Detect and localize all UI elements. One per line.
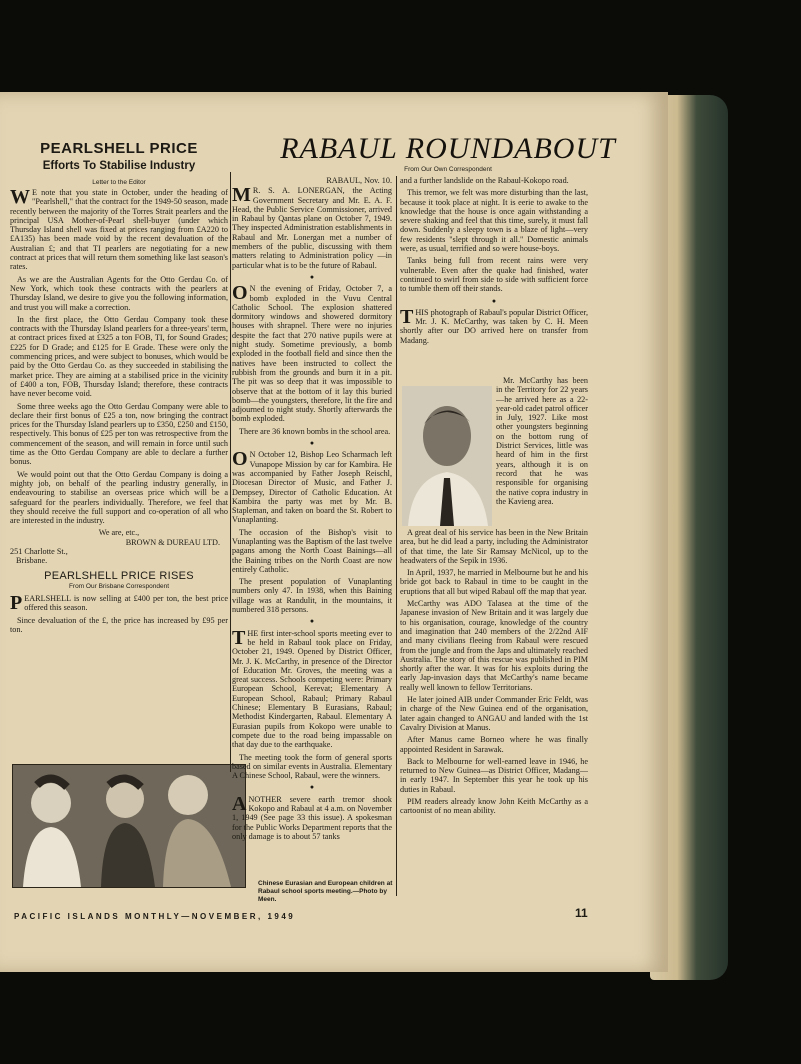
rises-drop-cap: P: [10, 592, 23, 615]
letter-para-5: We would point out that the Otto Gerdau Company is doing a mighty job, on behalf of the pearling industry generally, in endeavouring to stabilise an overseas price which will be a safeguard for the pearlers individually. Therefore, we feel that they should receive the full support and co-operation of all who are interested in the industry.: [10, 469, 228, 526]
drop-cap-m: M: [232, 184, 251, 207]
portrait-art: [402, 386, 492, 526]
magazine-page: [0, 92, 668, 972]
separator-dot: ●: [309, 783, 315, 792]
rises-kicker: From Our Brisbane Correspondent: [68, 582, 170, 590]
drop-cap-o2: O: [232, 448, 248, 471]
pearlshell-subheadline: Efforts To Stabilise Industry: [42, 160, 196, 172]
separator-dot: ●: [309, 439, 315, 448]
letter-body: [10, 188, 228, 778]
pearlshell-headline: PEARLSHELL PRICE: [40, 140, 198, 157]
letter-para-3: In the first place, the Otto Gerdau Company took these contracts with the Thursday Island pearlers for a three-years' term, at contract prices fixed at £325 a ton FOB, TI, for Sound Grades; £225 for D Grade; and £125 for E Grade. These were only the commencing prices, and were subject to bonuses, which would be paid by the Otto Gerdau Co. as they succeeded in stabilising the market price. They are aiming at a stabilised price in the vicinity of £400 a ton, FOB, Thursday Island; therefore, these contracts have never become void.: [10, 314, 228, 399]
column-rule: [230, 172, 231, 772]
mccarthy-photo-para: HIS photograph of Rabaul's popular District Officer, Mr. J. K. McCarthy, was taken by C. H. Meen shortly after our DO arrived here on transfer from Madang.: [400, 307, 588, 345]
letter-signoff: We are, etc.,: [98, 528, 140, 538]
tremor-para: NOTHER severe earth tremor shook Kokopo and Rabaul at 4 a.m. on November 1, 1949 (See page 33 this issue). A spokesman for the Public Works Department reports that the only damage is to about 57 tanks: [232, 794, 392, 841]
lonergan-para: R. S. A. LONERGAN, the Acting Government Secretary and Mr. E. A. F. Head, the Public Service Commissioner, arrived in Rabaul by Qantas plane on October 7, 1949. They inspected Administration establishments in Rabaul and Mr. Lonergan met a number of members of the public, discussing with them matters relating to Administration policy —in particular what is to be the future of Rabaul.: [232, 186, 392, 270]
rises-headline: PEARLSHELL PRICE RISES: [44, 569, 194, 582]
letter-para-4: Some three weeks ago the Otto Gerdau Company were able to declare their first bonus of £25 a ton, now bringing the contract prices for the Thursday Island pearlers up to £350, £250 and £150, respectively. This bonus of £25 per ton was retrospective from the commencement of the season, and will remain in force until such time as the Otto Gerdau Company are able to declare a further bonus.: [10, 401, 228, 467]
mccarthy-cartoonist-para: PIM readers already know John Keith McCarthy as a cartoonist of no mean ability.: [400, 797, 588, 816]
drop-cap: W: [10, 188, 30, 208]
children-sports-photo: [12, 764, 246, 888]
rabaul-kicker: From Our Own Correspondent: [404, 166, 492, 173]
drop-cap-a: A: [232, 792, 247, 815]
tremor-para-3: Tanks being full from recent rains were very vulnerable. Even after the quake had finished, water continued to swirl from side to side with sufficient force to tumble them off their stands.: [400, 256, 588, 294]
bomb-para-2: There are 36 known bombs in the school area.: [239, 426, 391, 436]
letter-kicker: Letter to the Editor: [92, 179, 146, 186]
letter-address-1: 251 Charlotte St.,: [10, 546, 68, 556]
tremor-para-2: This tremor, we felt was more disturbing than the last, because it took place at night. It is eerie to awake to the knowledge that the house is once again withstanding a severe shaking and feel that this time, surely, it must fall down. Suddenly a sleepy town is a blaze of light—very few residents "slept through it all." Domestic animals were, as usual, terrified and so were house-boys.: [400, 188, 588, 254]
separator-dot: ●: [491, 296, 497, 305]
separator-dot: ●: [309, 272, 315, 281]
mccarthy-beside-photo: [496, 376, 588, 526]
tremor-continued: and a further landslide on the Rabaul-Kokopo road.: [400, 176, 569, 185]
letter-para-1: E note that you state in October, under the heading of "Pearlshell," that the contract for the 1949-50 season, made recently between the majority of the Torres Strait pearlers and the principal USA Mother-of-Pearl shell-buyer (under which Thursday Island shell was fixed at prices ranging from £A220 to £A135) has been made void by the recent devaluation of the Australian £; and that TI pearlers are negotiating for a new contract at prices that will return them something like last season's rates.: [10, 188, 228, 272]
drop-cap-o1: O: [232, 282, 248, 305]
bishop-para-3: The present population of Vunaplanting numbers only 47. In 1938, when this Baining village was at Randulit, in the mountains, it numbered 318 persons.: [232, 577, 392, 615]
mccarthy-portrait: [402, 386, 492, 526]
mccarthy-borneo-para: After Manus came Borneo where he was finally appointed Resident in Sarawak.: [400, 735, 588, 754]
rabaul-column-3-bottom: [400, 528, 588, 848]
bishop-para-2: The occasion of the Bishop's visit to Vunaplanting was the Baptism of the last twelve pagans among the North Coast Bainings—all the Baining tribes on the North Coast are now entirely Catholic.: [232, 527, 392, 574]
dateline: RABAUL, Nov. 10.: [326, 176, 392, 185]
letter-signer: BROWN & DUREAU LTD.: [125, 537, 220, 547]
bishop-para: N October 12, Bishop Leo Scharmach left Vunapope Mission by car for Kambira. He was accompanied by Father Joseph Reischl, Diocesan Director of Music, and Father J. Dempsey, Director of Catholic Education. At Kambira the party was met by Mr. B. Stapleman, and taken on board the St. Robert to Vunaplanting.: [232, 450, 392, 525]
rises-para-1: EARLSHELL is now selling at £400 per ton, the best price offered this season.: [24, 594, 228, 613]
rabaul-column-2: [232, 176, 392, 866]
drop-cap-t1: T: [232, 626, 246, 649]
separator-dot: ●: [309, 617, 315, 626]
page-number: 11: [575, 906, 588, 920]
sports-para-2: The meeting took the form of general sports based on similar events in Australia. Elementary A Chinese School, Rabaul, were the winners.: [232, 752, 392, 781]
mccarthy-return-para: Back to Melbourne for well-earned leave in 1946, he returned to New Guinea—as District Officer, Madang—in early 1947. In September this year he took up his duties in Rabaul.: [400, 756, 588, 794]
mccarthy-bio-para: Mr. McCarthy has been in the Territory for 22 years—he arrived here as a 22-year-old cadet patrol officer in July, 1927. Like most other youngsters beginning on the bottom rung of District Services, little was heard of him in the first years, although it is on record that he was responsible for organising the native copra industry in the Kavieng area.: [496, 376, 588, 506]
mccarthy-married-para: In April, 1937, he married in Melbourne but he and his bride got back to Rabaul in time to be caught in the eruptions that all but wiped Rabaul off the map that year.: [400, 568, 588, 596]
photo-caption: Chinese Eurasian and European children at Rabaul school sports meeting.—Photo by Meen.: [258, 880, 393, 903]
children-photo-art: [13, 765, 245, 887]
rabaul-roundabout-headline: RABAUL ROUNDABOUT: [280, 132, 616, 165]
sports-para: HE first inter-school sports meeting ever to be held in Rabaul took place on Friday, October 21, 1949. Opened by District Officer, Mr. J. K. McCarthy, in presence of the Director of Education Mr. Groves, the meeting was a great success. Schools competing were: Primary European School, Kerevat; Elementary A European School, Rabaul; Primary Rabaul Chinese; Elementary B Eurasians, Rabaul; Methodist Kindergarten, Rabaul. Elementary A Eurasian pupils from Kokopo were unable to compete due to the road being impassable on that day due to the earthquake.: [232, 628, 392, 750]
running-footer: PACIFIC ISLANDS MONTHLY—NOVEMBER, 1949: [14, 912, 296, 921]
mccarthy-talasea-para: McCarthy was ADO Talasea at the time of the Japanese invasion of New Britain and it was largely due to his organisation, courage, knowledge of the country and imagination that 240 members of the 2/22nd AIF and many civilians fleeing from Rabaul were rescued from the jungle and from the Japs and ultimately reached Australia. The story of this rescue was published in PIM shortly after the war. It was for his exploits during the early Jap-invasion days that McCarthy's name became really well known to fellow Territorians.: [400, 599, 588, 692]
letter-para-2: As we are the Australian Agents for the Otto Gerdau Co. of New York, which took these contracts with the pearlers at Thursday Island, we desire to give you the following information, and trust you will make a correction.: [10, 274, 228, 312]
column-rule: [396, 176, 397, 896]
letter-address-2: Brisbane.: [16, 556, 48, 566]
mccarthy-service-para: A great deal of his service has been in the New Britain area, but he did lead a party, including the Administrator of that time, the late Sir Ramsay McNicol, up to the headwaters of the Sepik in 1936.: [400, 528, 588, 565]
drop-cap-t2: T: [400, 305, 414, 328]
mccarthy-aib-para: He later joined AIB under Commander Eric Feldt, was in charge of the New Guinea end of the organisation, later again changed to ANGAU and landed with the 1st Cavalry Division at Manus.: [400, 695, 588, 732]
rises-para-2: Since devaluation of the £, the price has increased by £95 per ton.: [10, 615, 228, 635]
bomb-para: N the evening of Friday, October 7, a bomb exploded in the Vuvu Central Catholic School. The explosion shattered dormitory windows and showered dormitory houses with shrapnel. There were no injuries despite the fact that 270 native pupils were at night study. Sometime previously, a bomb exploded in the football field and since then the natives have been instructed to collect the rubbish from the grounds and burn it in a pit. The pit was so deep that it was impossible to observe that at the bottom of it lay this buried bomb—the youngsters, therefore, lit the fire and adjourned to night study. Shortly afterwards the bomb exploded.: [232, 284, 392, 424]
